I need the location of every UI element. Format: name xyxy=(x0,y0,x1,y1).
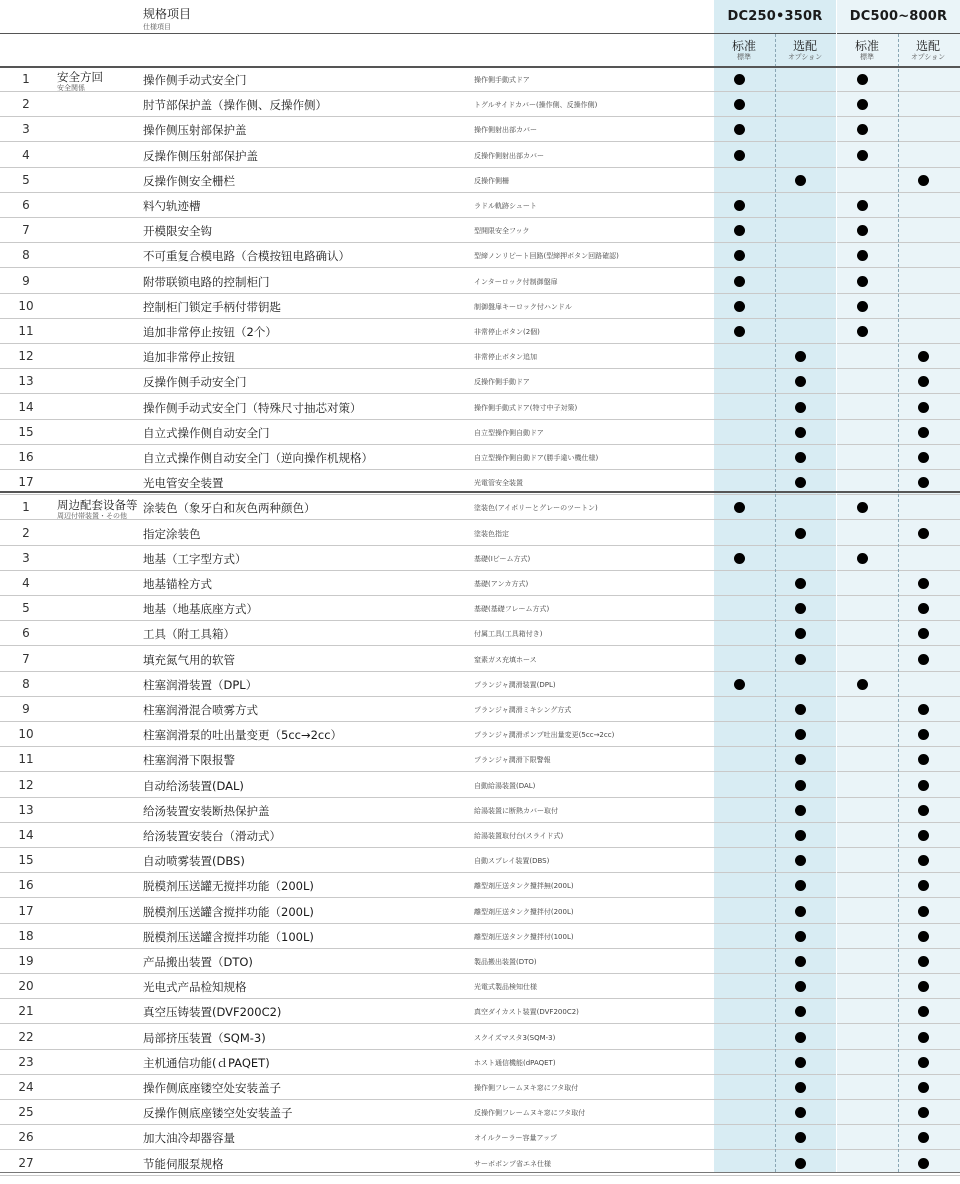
subheader-label-jp: 標準 xyxy=(860,53,874,61)
spec-item-name-jp: 給湯装置に断熱カバー取付 xyxy=(474,806,558,815)
row-number: 13 xyxy=(18,374,34,389)
subheader-option-2 xyxy=(897,40,959,61)
spec-item-name: 反操作侧压射部保护盖 xyxy=(143,148,258,163)
subheader-standard-2 xyxy=(836,40,898,61)
section-category xyxy=(57,499,138,521)
option-mark xyxy=(918,1158,929,1169)
table-row xyxy=(0,1075,960,1100)
option-mark xyxy=(918,830,929,841)
subheader-standard-1 xyxy=(713,40,775,61)
row-number: 7 xyxy=(22,651,30,666)
spec-item-name-jp: 製品搬出装置(DTO) xyxy=(474,958,537,966)
spec-item-name: 脱模剂压送罐无搅拌功能（200L) xyxy=(143,879,314,894)
option-mark xyxy=(795,654,806,665)
option-mark xyxy=(795,956,806,967)
spec-item-name-jp: 離型剤圧送タンク攪拌無(200L) xyxy=(474,882,574,891)
spec-item-name-jp: 離型剤圧送タンク攪拌付(100L) xyxy=(474,932,574,941)
option-mark xyxy=(918,628,929,639)
option-mark xyxy=(795,729,806,740)
table-row xyxy=(0,193,960,218)
option-mark xyxy=(918,578,929,589)
row-number: 11 xyxy=(18,324,34,338)
row-number: 15 xyxy=(18,853,34,868)
option-mark xyxy=(795,931,806,942)
table-row xyxy=(0,823,960,848)
standard-mark xyxy=(857,99,868,110)
option-mark xyxy=(918,780,929,791)
spec-item-name: 附带联锁电路的控制柜门 xyxy=(143,274,270,289)
standard-mark xyxy=(857,301,868,312)
spec-item-name-jp: 自立型操作側自動ドア(勝手違い機仕様) xyxy=(474,454,599,462)
spec-header-label-jp: 仕様項目 xyxy=(143,23,171,31)
spec-item-name-jp: 非常停止ボタン(2個) xyxy=(474,328,540,336)
spec-item-name: 指定涂装色 xyxy=(143,526,201,541)
table-row xyxy=(0,445,960,470)
spec-item-name-jp: 窒素ガス充填ホース xyxy=(474,655,537,664)
option-mark xyxy=(795,427,806,438)
option-mark xyxy=(795,1057,806,1068)
spec-item-name: 柱塞润滑泵的吐出量变更（5cc→2cc） xyxy=(143,728,343,743)
option-mark xyxy=(918,175,929,186)
option-mark xyxy=(918,1032,929,1043)
option-mark xyxy=(918,603,929,614)
spec-item-name: 开模限安全钩 xyxy=(143,224,212,239)
spec-item-name-jp: 付属工具(工具箱付き) xyxy=(474,630,543,639)
spec-item-name-jp: 非常停止ボタン追加 xyxy=(474,353,537,362)
spec-item-name: 柱塞润滑混合喷雾方式 xyxy=(143,703,258,717)
row-number: 12 xyxy=(18,349,34,364)
row-number: 15 xyxy=(18,424,34,439)
standard-mark xyxy=(857,200,868,211)
spec-item-name: 反操作侧底座镂空处安装盖子 xyxy=(143,1106,293,1121)
option-mark xyxy=(918,1082,929,1093)
row-number: 27 xyxy=(18,1155,34,1170)
spec-item-name: 自动喷雾装置(DBS) xyxy=(143,854,245,869)
option-mark xyxy=(795,981,806,992)
table-bottom-rule xyxy=(0,1172,960,1173)
spec-item-name-jp: 光電式製品検知仕様 xyxy=(474,983,537,992)
standard-mark xyxy=(734,250,745,261)
table-row xyxy=(0,143,960,168)
spec-item-name: 自立式操作侧自动安全门（逆向操作机规格） xyxy=(143,451,373,465)
spec-item-name: 地基（工字型方式） xyxy=(143,551,247,566)
standard-mark xyxy=(734,200,745,211)
option-mark xyxy=(918,402,929,413)
spec-item-name: 操作侧手动式安全门（特殊尺寸抽芯对策） xyxy=(143,400,362,415)
spec-item-name-jp: 基礎(アンカ方式) xyxy=(474,580,529,588)
spec-item-name-jp: 給湯装置取付台(スライド式) xyxy=(474,832,564,840)
spec-item-name: 追加非常停止按钮 xyxy=(143,350,235,365)
spec-item-name-jp: 基礎(Iビーム方式) xyxy=(474,554,531,563)
spec-item-name: 涂装色（象牙白和灰色两种颜色） xyxy=(143,501,316,516)
standard-mark xyxy=(734,74,745,85)
spec-item-name-jp: サーボポンプ省エネ仕様 xyxy=(474,1159,551,1168)
table-row xyxy=(0,521,960,546)
option-mark xyxy=(918,351,929,362)
row-number: 6 xyxy=(22,626,30,641)
subheader-label-jp: オプション xyxy=(787,53,823,61)
table-row xyxy=(0,168,960,193)
table-row xyxy=(0,722,960,747)
row-number: 16 xyxy=(18,450,34,464)
standard-mark xyxy=(734,225,745,236)
standard-mark xyxy=(734,553,745,564)
row-number: 17 xyxy=(18,903,34,918)
option-mark xyxy=(918,906,929,917)
standard-mark xyxy=(857,276,868,287)
spec-item-name: 光电管安全装置 xyxy=(143,476,224,491)
spec-item-name: 肘节部保护盖（操作侧、反操作侧） xyxy=(143,98,327,113)
row-number: 12 xyxy=(18,777,34,792)
row-number: 21 xyxy=(18,1004,34,1019)
standard-mark xyxy=(857,124,868,135)
spec-item-name: 地基（地基底座方式） xyxy=(143,602,258,617)
model-header-dc500-800r: DC500~800R xyxy=(849,9,948,24)
table-row xyxy=(0,269,960,294)
spec-item-name-jp: 反操作側射出部カバー xyxy=(474,151,544,160)
spec-item-name: 工具（附工具箱） xyxy=(143,627,235,642)
subheader-label: 标准 xyxy=(731,39,756,53)
option-mark xyxy=(918,528,929,539)
standard-mark xyxy=(857,225,868,236)
standard-mark xyxy=(734,326,745,337)
standard-mark xyxy=(857,150,868,161)
option-mark xyxy=(918,654,929,665)
row-number: 9 xyxy=(22,273,30,288)
standard-mark xyxy=(734,276,745,287)
option-mark xyxy=(918,1006,929,1017)
spec-item-name-jp: 型締ノンリピート回路(型締押ボタン回路確認) xyxy=(474,252,619,261)
table-row xyxy=(0,798,960,823)
option-mark xyxy=(795,880,806,891)
option-mark xyxy=(795,1082,806,1093)
table-row xyxy=(0,420,960,445)
spec-item-name: 产品搬出装置（DTO) xyxy=(143,955,253,969)
standard-mark xyxy=(857,679,868,690)
row-number: 19 xyxy=(18,954,34,968)
section-rule-top xyxy=(0,66,960,68)
table-row xyxy=(0,92,960,117)
row-number: 25 xyxy=(18,1105,34,1120)
option-mark xyxy=(918,1132,929,1143)
table-row xyxy=(0,319,960,344)
option-mark xyxy=(795,402,806,413)
standard-mark xyxy=(857,250,868,261)
spec-item-name: 自立式操作侧自动安全门 xyxy=(143,425,270,440)
row-number: 16 xyxy=(18,878,34,893)
table-row xyxy=(0,495,960,520)
header-divider xyxy=(0,33,960,34)
row-number: 3 xyxy=(22,550,30,565)
spec-item-name: 加大油冷却器容量 xyxy=(143,1131,235,1146)
option-mark xyxy=(795,175,806,186)
option-mark xyxy=(918,427,929,438)
spec-item-name: 真空压铸装置(DVF200C2) xyxy=(143,1005,282,1020)
table-row xyxy=(0,1100,960,1125)
row-number: 6 xyxy=(22,198,30,212)
option-mark xyxy=(918,981,929,992)
table-row xyxy=(0,546,960,571)
row-number: 24 xyxy=(18,1080,34,1094)
table-row xyxy=(0,596,960,621)
spec-item-name: 控制柜门锁定手柄付带钥匙 xyxy=(143,299,281,314)
standard-mark xyxy=(734,99,745,110)
column-divider xyxy=(775,34,776,1172)
spec-item-name: 柱塞润滑下限报警 xyxy=(143,753,235,768)
option-mark xyxy=(795,603,806,614)
standard-mark xyxy=(734,150,745,161)
option-mark xyxy=(795,351,806,362)
table-row xyxy=(0,369,960,394)
standard-mark xyxy=(734,301,745,312)
spec-item-name-jp: プランジャ潤滑ミキシング方式 xyxy=(474,706,572,714)
model-divider xyxy=(836,0,837,1172)
spec-item-name-jp: 反操作側柵 xyxy=(474,176,509,185)
row-number: 20 xyxy=(18,979,34,994)
row-number: 3 xyxy=(22,122,30,137)
spec-item-name: 给汤装置安装断热保护盖 xyxy=(143,803,270,818)
table-row xyxy=(0,647,960,672)
spec-item-name-jp: 型開限安全フック xyxy=(474,227,530,236)
option-mark xyxy=(795,578,806,589)
spec-item-name: 地基锚栓方式 xyxy=(143,577,212,591)
spec-item-name: 追加非常停止按钮（2个） xyxy=(143,325,277,339)
table-row xyxy=(0,218,960,243)
row-number: 5 xyxy=(22,172,30,187)
spec-item-name-jp: プランジャ潤滑装置(DPL) xyxy=(474,680,556,689)
option-mark xyxy=(918,805,929,816)
table-row xyxy=(0,243,960,268)
option-mark xyxy=(795,704,806,715)
spec-item-name-jp: 操作側手動式ドア(特寸中子対策) xyxy=(474,403,578,412)
option-mark xyxy=(918,931,929,942)
option-mark xyxy=(918,477,929,488)
row-number: 11 xyxy=(18,752,34,767)
spec-item-name: 主机通信功能(ｄPAQET) xyxy=(143,1055,270,1070)
row-number: 9 xyxy=(22,702,30,716)
option-mark xyxy=(918,880,929,891)
section-rule-middle xyxy=(0,491,960,493)
row-number: 1 xyxy=(22,500,30,515)
table-row xyxy=(0,773,960,798)
table-row xyxy=(0,747,960,772)
spec-item-name-jp: 操作側射出部カバー xyxy=(474,126,537,135)
row-number: 5 xyxy=(22,601,30,616)
spec-item-name-jp: 塗装色(アイボリーとグレーのツートン) xyxy=(474,504,598,513)
table-row xyxy=(0,999,960,1024)
table-row xyxy=(0,571,960,596)
table-row xyxy=(0,974,960,999)
option-mark xyxy=(918,1057,929,1068)
standard-mark xyxy=(734,679,745,690)
option-mark xyxy=(795,376,806,387)
option-mark xyxy=(795,780,806,791)
spec-item-name-jp: プランジャ潤滑下限警報 xyxy=(474,756,551,765)
option-mark xyxy=(795,452,806,463)
option-mark xyxy=(918,452,929,463)
row-number: 10 xyxy=(18,727,34,742)
standard-mark xyxy=(857,553,868,564)
spec-item-name-jp: 光電管安全装置 xyxy=(474,479,523,488)
option-mark xyxy=(795,1158,806,1169)
row-number: 13 xyxy=(18,802,34,817)
option-mark xyxy=(795,754,806,765)
table-row xyxy=(0,697,960,722)
table-row xyxy=(0,1050,960,1075)
row-number: 1 xyxy=(22,72,30,86)
spec-item-name-jp: ラドル軌跡シュート xyxy=(474,202,537,210)
spec-item-name: 自动给汤装置(DAL) xyxy=(143,778,244,793)
spec-item-name: 不可重复合模电路（合模按钮电路确认） xyxy=(143,249,350,264)
spec-item-name-jp: 自立型操作側自動ドア xyxy=(474,428,544,437)
subheader-label-jp: 標準 xyxy=(737,53,751,61)
spec-item-name: 填充氮气用的软管 xyxy=(143,652,235,667)
spec-item-name-jp: 真空ダイカスト装置(DVF200C2) xyxy=(474,1008,579,1017)
standard-mark xyxy=(857,502,868,513)
spec-item-name-jp: 自動スプレイ装置(DBS) xyxy=(474,857,550,866)
row-number: 22 xyxy=(18,1029,34,1044)
row-number: 8 xyxy=(22,676,30,691)
option-mark xyxy=(795,477,806,488)
row-number: 4 xyxy=(22,576,30,590)
spec-item-name: 料勺轨迹槽 xyxy=(143,199,201,213)
spec-item-name-jp: ホスト通信機能(dPAQET) xyxy=(474,1058,556,1067)
standard-mark xyxy=(734,502,745,513)
row-number: 10 xyxy=(18,298,34,313)
subheader-label: 选配 xyxy=(792,39,817,53)
spec-item-name: 柱塞润滑装置（DPL） xyxy=(143,677,258,692)
section-category-label: 周边配套设备等 xyxy=(57,498,138,513)
spec-item-name-jp: インターロック付制御盤扉 xyxy=(474,277,558,286)
subheader-label: 选配 xyxy=(915,39,940,53)
subheader-label-jp: オプション xyxy=(910,53,946,61)
spec-item-name-jp: スクイズマスタ3(SQM-3) xyxy=(474,1033,556,1042)
row-number: 2 xyxy=(22,97,30,112)
table-row xyxy=(0,621,960,646)
table-row xyxy=(0,395,960,420)
option-mark xyxy=(795,628,806,639)
subheader-option-1 xyxy=(774,40,836,61)
option-mark xyxy=(795,830,806,841)
spec-item-name-jp: オイルクーラー容量アップ xyxy=(474,1134,558,1143)
option-mark xyxy=(918,1107,929,1118)
option-mark xyxy=(795,906,806,917)
spec-item-name: 局部挤压装置（SQM-3) xyxy=(143,1030,266,1045)
option-mark xyxy=(918,956,929,967)
row-number: 14 xyxy=(18,828,34,842)
spec-header xyxy=(143,5,191,32)
spec-item-name: 节能伺服泵规格 xyxy=(143,1156,224,1171)
table-row xyxy=(0,848,960,873)
table-row xyxy=(0,873,960,898)
spec-item-name-jp: トグルサイドカバー(操作側、反操作側) xyxy=(474,101,598,110)
option-mark xyxy=(795,1132,806,1143)
spec-item-name-jp: プランジャ潤滑ポンプ吐出量変更(5cc→2cc) xyxy=(474,731,615,740)
standard-mark xyxy=(857,74,868,85)
option-mark xyxy=(918,376,929,387)
row-number: 7 xyxy=(22,223,30,238)
spec-item-name-jp: 反操作側フレームヌキ窓にフタ取付 xyxy=(474,1109,586,1118)
option-mark xyxy=(795,1006,806,1017)
option-mark xyxy=(795,805,806,816)
table-row xyxy=(0,899,960,924)
spec-item-name: 反操作侧手动安全门 xyxy=(143,375,247,390)
table-row xyxy=(0,294,960,319)
section-category-label-jp: 安全関係 xyxy=(57,84,85,92)
section-category xyxy=(57,71,103,93)
option-mark xyxy=(795,855,806,866)
row-number: 17 xyxy=(18,475,34,490)
spec-item-name: 操作侧手动式安全门 xyxy=(143,73,247,87)
subheader-label: 标准 xyxy=(854,39,879,53)
model-header-dc250-350r: DC250•350R xyxy=(727,9,823,24)
table-row xyxy=(0,672,960,697)
spec-item-name-jp: 自動給湯装置(DAL) xyxy=(474,781,536,790)
row-number: 2 xyxy=(22,525,30,540)
table-row xyxy=(0,117,960,142)
spec-item-name-jp: 操作側手動式ドア xyxy=(474,76,530,84)
standard-mark xyxy=(734,124,745,135)
row-number: 18 xyxy=(18,928,34,943)
section-category-label: 安全方回 xyxy=(57,70,103,84)
table-row xyxy=(0,344,960,369)
spec-header-label: 规格项目 xyxy=(143,7,192,21)
row-number: 14 xyxy=(18,399,34,414)
row-number: 4 xyxy=(22,147,30,162)
section-category-label-jp: 周辺付帯装置・その他 xyxy=(57,512,127,521)
spec-item-name-jp: 基礎(基礎フレーム方式) xyxy=(474,605,550,614)
table-row xyxy=(0,67,960,92)
table-row xyxy=(0,1125,960,1150)
option-mark xyxy=(795,528,806,539)
spec-item-name-jp: 離型剤圧送タンク攪拌付(200L) xyxy=(474,907,574,916)
row-number: 23 xyxy=(18,1054,34,1069)
option-mark xyxy=(918,754,929,765)
table-row xyxy=(0,924,960,949)
standard-mark xyxy=(857,326,868,337)
spec-item-name: 操作侧压射部保护盖 xyxy=(143,123,247,138)
table-row xyxy=(0,1025,960,1050)
spec-item-name: 脱模剂压送罐含搅拌功能（100L) xyxy=(143,929,314,944)
spec-item-name: 操作侧底座镂空处安装盖子 xyxy=(143,1081,281,1095)
spec-item-name-jp: 反操作側手動ドア xyxy=(474,378,530,387)
option-mark xyxy=(918,704,929,715)
option-mark xyxy=(795,1107,806,1118)
spec-item-name-jp: 塗装色指定 xyxy=(474,529,509,538)
spec-item-name-jp: 制御盤扉キーロック付ハンドル xyxy=(474,302,572,311)
spec-item-name: 给汤装置安装台（滑动式） xyxy=(143,829,281,843)
row-number: 8 xyxy=(22,248,30,263)
option-mark xyxy=(795,1032,806,1043)
spec-item-name: 反操作侧安全栅栏 xyxy=(143,173,235,188)
row-number: 26 xyxy=(18,1130,34,1145)
table-row xyxy=(0,949,960,974)
spec-item-name-jp: 操作側フレームヌキ窓にフタ取付 xyxy=(474,1084,579,1092)
spec-item-name: 光电式产品检知规格 xyxy=(143,980,247,995)
column-divider xyxy=(898,34,899,1172)
option-mark xyxy=(918,729,929,740)
option-mark xyxy=(918,855,929,866)
spec-item-name: 脱模剂压送罐含搅拌功能（200L) xyxy=(143,904,314,919)
